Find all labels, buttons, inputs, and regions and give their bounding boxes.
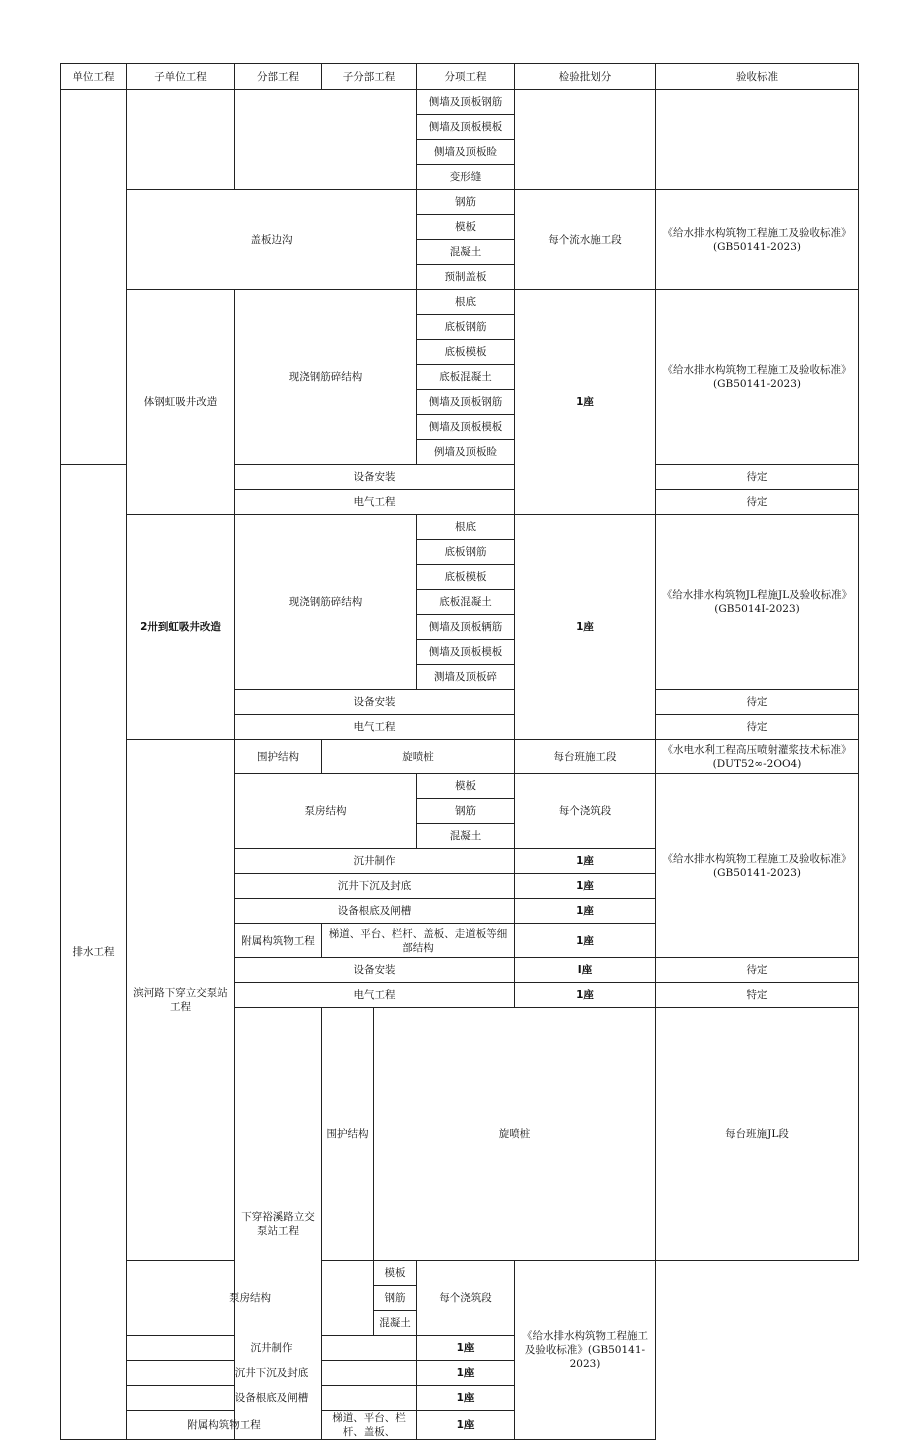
header-unit: 单位工程 — [61, 64, 127, 90]
table-row — [61, 90, 859, 115]
batch-cell: 每个浇筑段 — [417, 1261, 515, 1336]
item-cell: 变形缝 — [417, 165, 515, 190]
standard-cell: 《水电水利工程高压喷射灌浆技术标准》(DUT52∞-2OO4) — [656, 740, 859, 774]
standard-cell: 《给水排水构筑物JL程施JL及验收标准》(GB5014I-2023) — [656, 515, 859, 690]
item-cell: 预制盖板 — [417, 265, 515, 290]
division-cell: 附属构筑物工程 — [127, 1411, 322, 1440]
header-subunit: 子单位工程 — [127, 64, 235, 90]
item-cell: 模板 — [417, 215, 515, 240]
standard-cell: 待定 — [656, 715, 859, 740]
division-cell: 现浇钢筋碎结构 — [235, 290, 417, 465]
batch-cell: 每个浇筑段 — [515, 774, 656, 849]
item-cell: 梯道、平台、栏杆、盖板、 — [322, 1411, 417, 1440]
table-row — [61, 740, 859, 774]
standard-cell: 待定 — [656, 490, 859, 515]
batch-cell: 1座 — [417, 1386, 515, 1411]
standard-cell: 特定 — [656, 983, 859, 1008]
item-cell: 旋喷桩 — [374, 1008, 656, 1261]
subunit-cell: 体钢虹吸井改造 — [127, 290, 235, 515]
batch-cell: 1座 — [515, 874, 656, 899]
item-cell: 混凝土 — [374, 1311, 417, 1336]
batch-cell: 1座 — [417, 1361, 515, 1386]
batch-cell — [515, 90, 656, 190]
item-cell: 钢筋 — [374, 1286, 417, 1311]
batch-cell: 1座 — [515, 515, 656, 740]
item-cell: 例墙及顶板睑 — [417, 440, 515, 465]
standard-cell: 《给水排水构筑物工程施工及验收标准》(GB50141-2023) — [515, 1261, 656, 1440]
item-cell: 侧墙及顶板辆筋 — [417, 615, 515, 640]
item-cell: 侧墙及顶板睑 — [417, 140, 515, 165]
item-cell: 钢筋 — [417, 190, 515, 215]
item-cell: 模板 — [417, 774, 515, 799]
unit-cell-top — [61, 90, 127, 465]
item-cell: 侧墙及顶板钢筋 — [417, 390, 515, 415]
item-cell: 底板模板 — [417, 340, 515, 365]
batch-cell: 1座 — [515, 899, 656, 924]
standard-cell: 待定 — [656, 958, 859, 983]
item-cell: 侧墙及顶板模板 — [417, 115, 515, 140]
table-row — [61, 1386, 859, 1411]
division-cell: 沉井制作 — [235, 849, 515, 874]
table-row — [61, 1411, 859, 1440]
item-cell: 混凝土 — [417, 240, 515, 265]
standard-cell: 《给水排水构筑物工程施工及验收标准》(GB50141-2023) — [656, 190, 859, 290]
table-row — [61, 190, 859, 215]
standard-cell: 《给水排水构筑物工程施工及验收标准》(GB50141-2023) — [656, 774, 859, 958]
header-item: 分项工程 — [417, 64, 515, 90]
header-subdivision: 子分部工程 — [322, 64, 417, 90]
division-cell: 设备安装 — [235, 690, 515, 715]
item-cell: 侧墙及顶板钢筋 — [417, 90, 515, 115]
item-cell: 底板模板 — [417, 565, 515, 590]
standard-cell — [656, 90, 859, 190]
standard-cell: 待定 — [656, 465, 859, 490]
item-cell: 底板混凝土 — [417, 365, 515, 390]
division-cell: 电气工程 — [235, 715, 515, 740]
division-cell: 盖板边沟 — [127, 190, 417, 290]
division-cell: 现浇钢筋碎结构 — [235, 515, 417, 690]
batch-cell: 1座 — [515, 924, 656, 958]
standard-cell: 待定 — [656, 690, 859, 715]
division-cell: 电气工程 — [235, 490, 515, 515]
item-cell: 侧墙及顶板模板 — [417, 640, 515, 665]
item-cell: 根底 — [417, 515, 515, 540]
batch-cell: 每台班施工段 — [515, 740, 656, 774]
acceptance-division-table — [60, 63, 859, 1440]
item-cell: 根底 — [417, 290, 515, 315]
batch-cell: 1座 — [417, 1336, 515, 1361]
batch-cell: 每台班施JL段 — [656, 1008, 859, 1261]
division-cell: 沉井下沉及封底 — [127, 1361, 417, 1386]
item-cell: 旋喷桩 — [322, 740, 515, 774]
division-cell: 沉井下沉及封底 — [235, 874, 515, 899]
division-cell: 沉井制作 — [127, 1336, 417, 1361]
header-batch: 检验批划分 — [515, 64, 656, 90]
division-cell: 设备安装 — [235, 958, 515, 983]
item-cell: 梯道、平台、栏杆、盖板、走道板等细部结构 — [322, 924, 515, 958]
item-cell: 测墙及顶板碎 — [417, 665, 515, 690]
batch-cell: 每个流水施工段 — [515, 190, 656, 290]
division-cell: 设备根底及闸槽 — [127, 1386, 417, 1411]
division-cell: 泵房结构 — [127, 1261, 374, 1336]
subunit-cell: 滨河路下穿立交泵站工程 — [127, 740, 235, 1261]
division-cell: 电气工程 — [235, 983, 515, 1008]
item-cell: 底板钢筋 — [417, 540, 515, 565]
table-row — [61, 515, 859, 540]
division-cell: 围护结构 — [322, 1008, 374, 1261]
table-row — [61, 1361, 859, 1386]
item-cell: 混凝土 — [417, 824, 515, 849]
item-cell: 侧墙及顶板模板 — [417, 415, 515, 440]
table-row — [61, 1336, 859, 1361]
header-row — [61, 64, 859, 90]
table-row — [61, 290, 859, 315]
division-cell: 围护结构 — [235, 740, 322, 774]
subunit-cell: 2卅到虹吸井改造 — [127, 515, 235, 740]
batch-cell: 1座 — [417, 1411, 515, 1440]
standard-cell: 《给水排水构筑物工程施工及验收标准》(GB50141-2023) — [656, 290, 859, 465]
division-cell: 设备安装 — [235, 465, 515, 490]
division-cell: 泵房结构 — [235, 774, 417, 849]
table-row — [61, 1261, 859, 1286]
batch-cell: 1座 — [515, 983, 656, 1008]
batch-cell: 1座 — [515, 290, 656, 515]
subunit-cell — [127, 90, 235, 190]
item-cell: 钢筋 — [417, 799, 515, 824]
header-division: 分部工程 — [235, 64, 322, 90]
batch-cell: I座 — [515, 958, 656, 983]
division-cell — [235, 90, 417, 190]
unit-name-cell: 排水工程 — [61, 465, 127, 1440]
item-cell: 底板混凝土 — [417, 590, 515, 615]
division-cell: 附属构筑物工程 — [235, 924, 322, 958]
header-standard: 验收标准 — [656, 64, 859, 90]
subunit-cell: 下穿裕溪路立交泵站工程 — [235, 1008, 322, 1440]
division-cell: 设备根底及闸槽 — [235, 899, 515, 924]
item-cell: 底板钢筋 — [417, 315, 515, 340]
batch-cell: 1座 — [515, 849, 656, 874]
item-cell: 模板 — [374, 1261, 417, 1286]
